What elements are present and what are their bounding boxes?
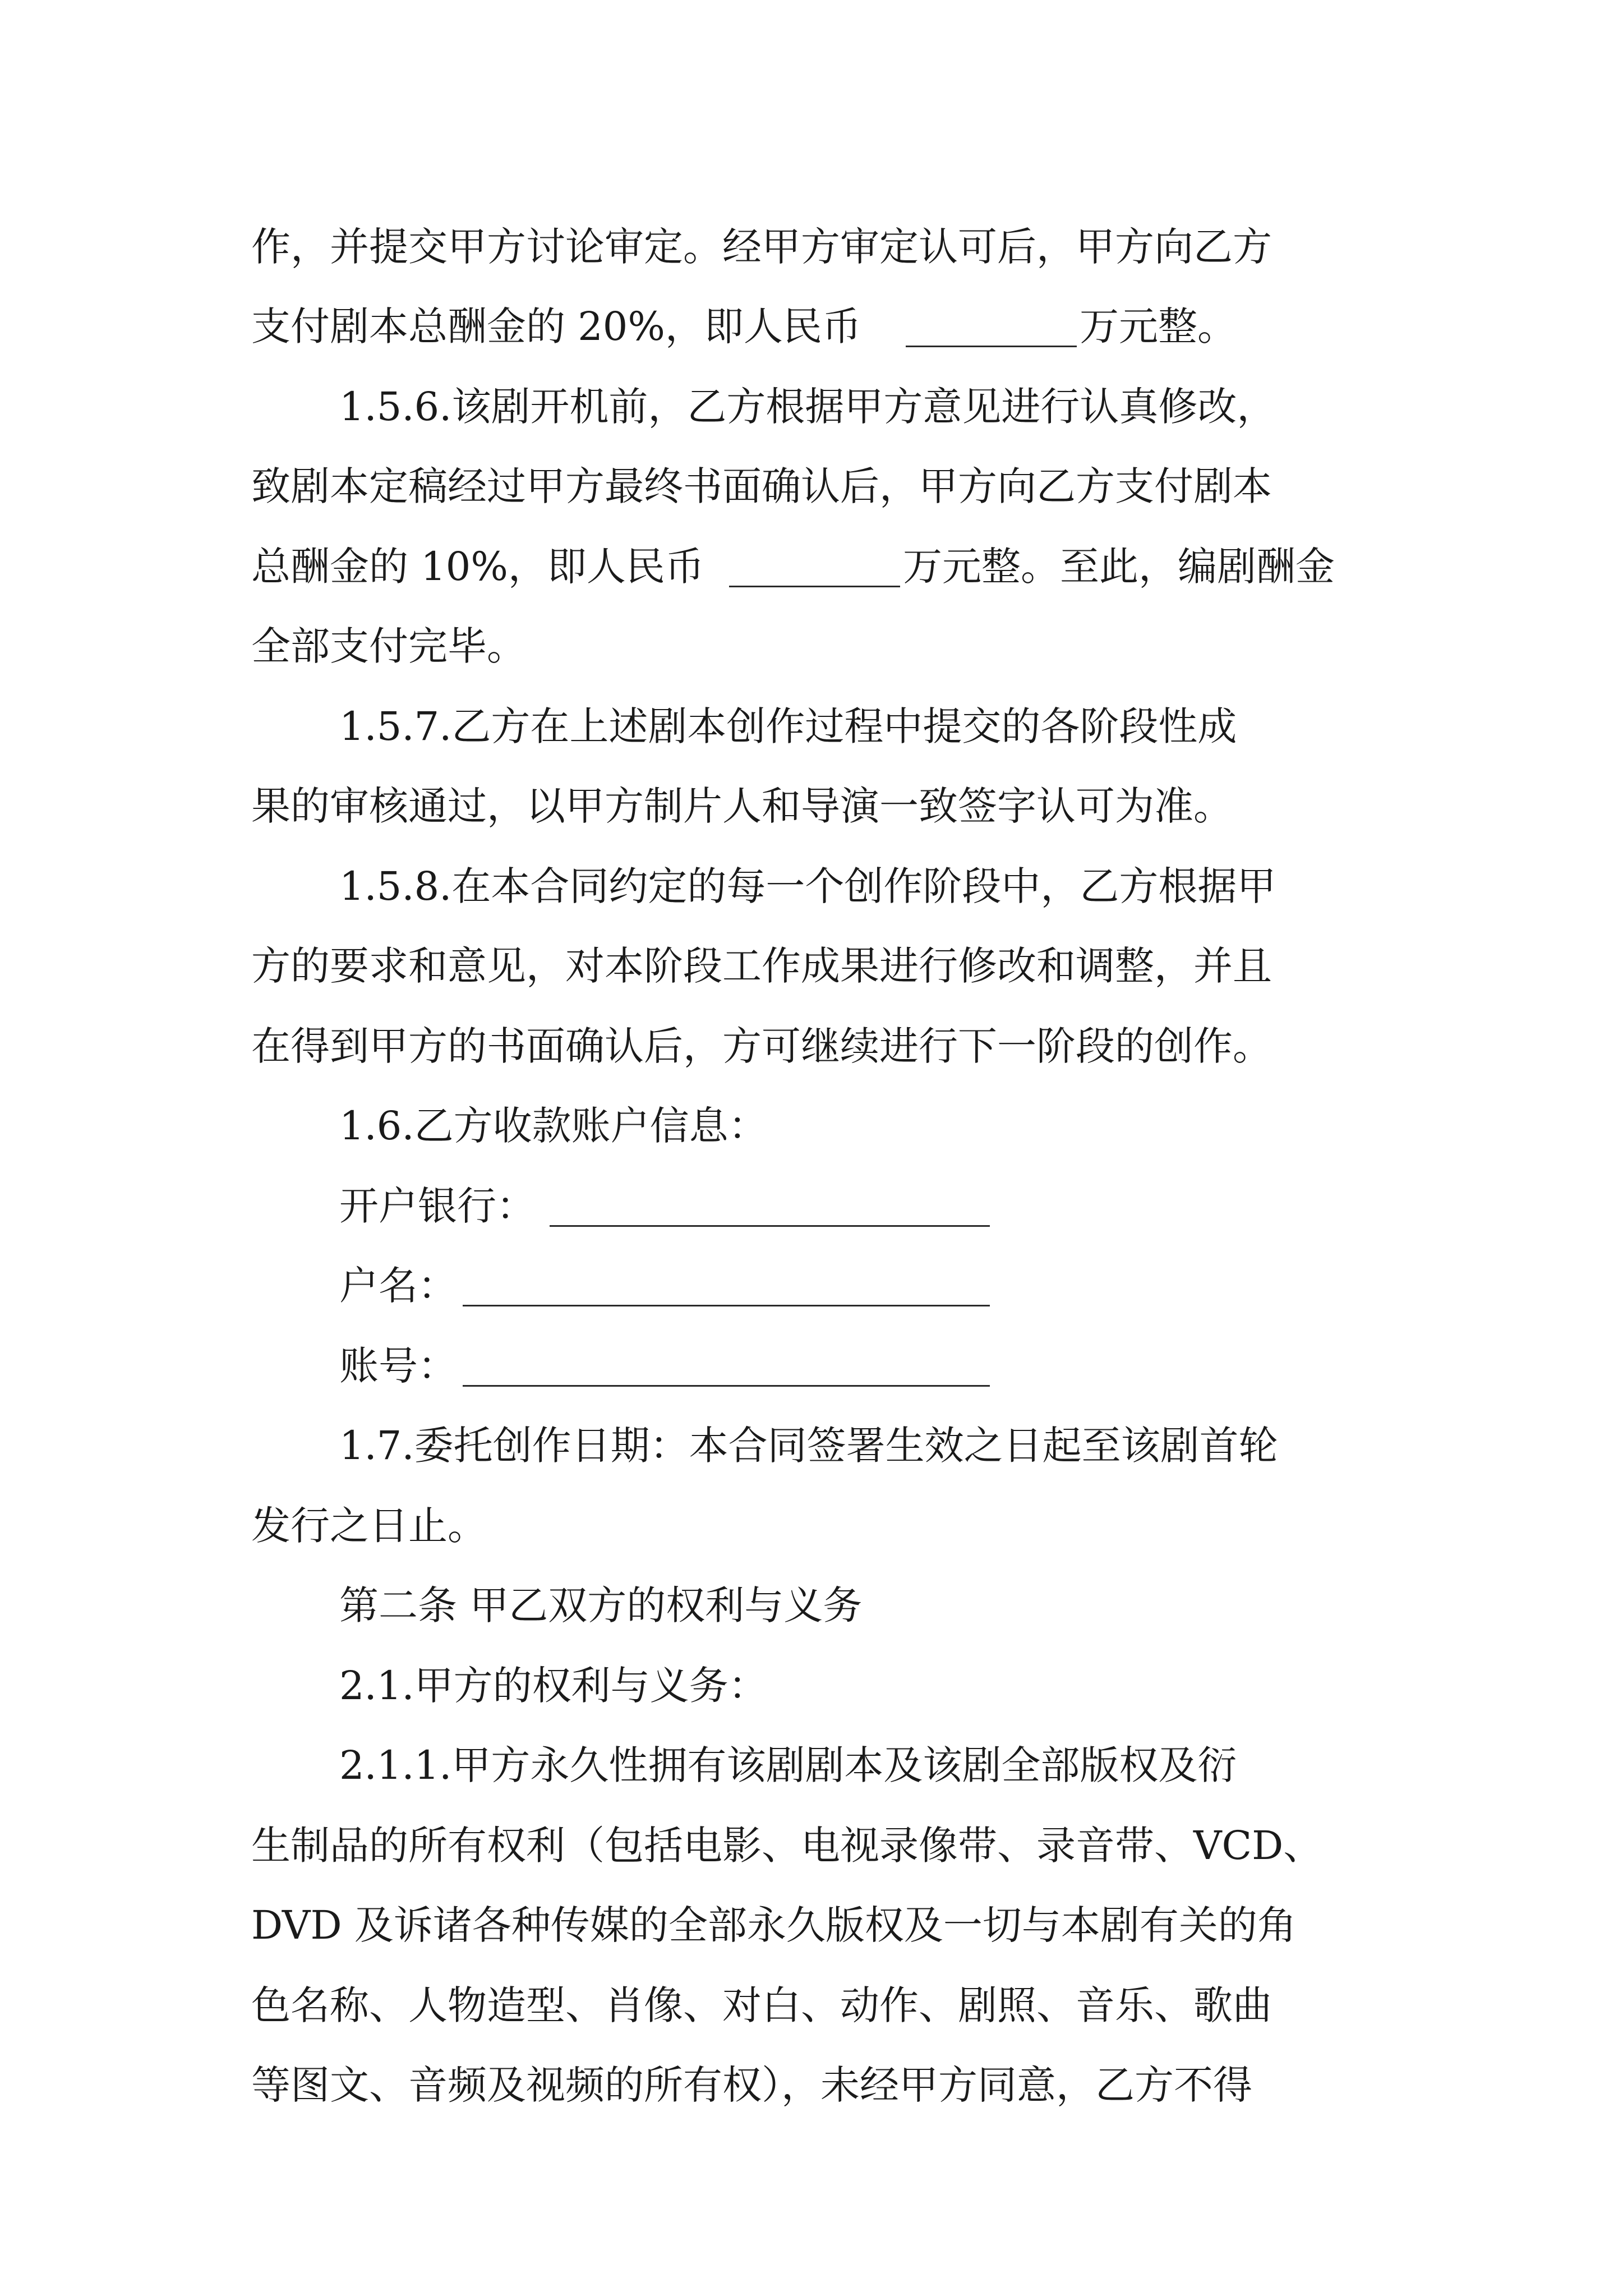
text-line: 致剧本定稿经过甲方最终书面确认后，甲方向乙方支付剧本 <box>251 463 1272 509</box>
account-number-line <box>0 1327 1623 1405</box>
paragraph-line <box>0 607 1623 685</box>
paragraph-line <box>339 1726 1373 1805</box>
text-line: 方的要求和意见，对本阶段工作成果进行修改和调整，并且 <box>251 943 1272 989</box>
paragraph-line <box>339 687 1373 766</box>
text-line: 在得到甲方的书面确认后，方可继续进行下一阶段的创作。 <box>251 1023 1272 1069</box>
paragraph-line <box>251 1886 1373 1964</box>
text-line: 总酬金的 10%，即人民币 <box>251 544 704 590</box>
field-label-account-number: 账号： <box>339 1343 457 1389</box>
paragraph-line <box>251 447 1373 526</box>
account-name-line <box>0 1246 1623 1325</box>
paragraph-line <box>251 1966 1373 2045</box>
text-line: 等图文、音频及视频的所有权），未经甲方同意，乙方不得 <box>251 2062 1252 2108</box>
paragraph-line <box>0 1646 1623 1725</box>
field-label-account-name: 户名： <box>339 1263 457 1309</box>
text-line: 万元整。至此，编剧酬金 <box>903 544 1335 590</box>
text-line: 1.5.7.乙方在上述剧本创作过程中提交的各阶段性成 <box>339 703 1237 749</box>
text-line: 1.5.8.在本合同约定的每一个创作阶段中，乙方根据甲 <box>339 863 1276 909</box>
field-label-bank: 开户银行： <box>339 1183 536 1229</box>
bank-name-blank <box>550 1225 990 1227</box>
account-name-blank <box>463 1305 990 1306</box>
paragraph-line <box>251 208 1373 286</box>
account-number-blank <box>463 1385 990 1387</box>
paragraph-line <box>0 1087 1623 1165</box>
text-line: 色名称、人物造型、肖像、对白、动作、剧照、音乐、歌曲 <box>251 1982 1272 2028</box>
paragraph-line <box>251 1806 1393 1885</box>
amount-blank <box>729 586 900 587</box>
section-title: 第二条 甲乙双方的权利与义务 <box>339 1582 863 1628</box>
text-line: 作，并提交甲方讨论审定。经甲方审定认可后，甲方向乙方 <box>251 224 1272 270</box>
paragraph-line <box>0 1487 1623 1565</box>
text-line: 万元整。 <box>1080 303 1237 349</box>
text-line: DVD 及诉诸各种传媒的全部永久版权及一切与本剧有关的角 <box>251 1902 1297 1948</box>
paragraph-line <box>0 287 1623 366</box>
paragraph-line <box>339 847 1373 926</box>
text-line: 发行之日止。 <box>251 1503 487 1549</box>
text-line: 果的审核通过，以甲方制片人和导演一致签字认可为准。 <box>251 783 1233 829</box>
subsection-title: 2.1.甲方的权利与义务： <box>339 1663 768 1709</box>
text-line: 1.7.委托创作日期：本合同签署生效之日起至该剧首轮 <box>339 1423 1278 1469</box>
text-line: 1.5.6.该剧开机前，乙方根据甲方意见进行认真修改， <box>339 384 1276 430</box>
paragraph-line <box>339 1406 1373 1485</box>
paragraph-line <box>251 927 1373 1005</box>
text-line: 全部支付完毕。 <box>251 623 526 669</box>
bank-name-line <box>0 1167 1623 1245</box>
text-line: 生制品的所有权利（包括电影、电视录像带、录音带、VCD、 <box>251 1823 1323 1869</box>
paragraph-line <box>0 527 1623 606</box>
paragraph-line <box>339 367 1373 446</box>
section-heading <box>0 1566 1623 1645</box>
paragraph-line <box>0 767 1623 845</box>
amount-blank <box>906 346 1077 347</box>
paragraph-line <box>251 2046 1373 2124</box>
text-line: 1.6.乙方收款账户信息： <box>339 1103 768 1149</box>
text-line: 支付剧本总酬金的 20%，即人民币 <box>251 303 861 349</box>
text-line: 2.1.1.甲方永久性拥有该剧剧本及该剧全部版权及衍 <box>339 1742 1237 1788</box>
paragraph-line <box>251 1007 1390 1085</box>
